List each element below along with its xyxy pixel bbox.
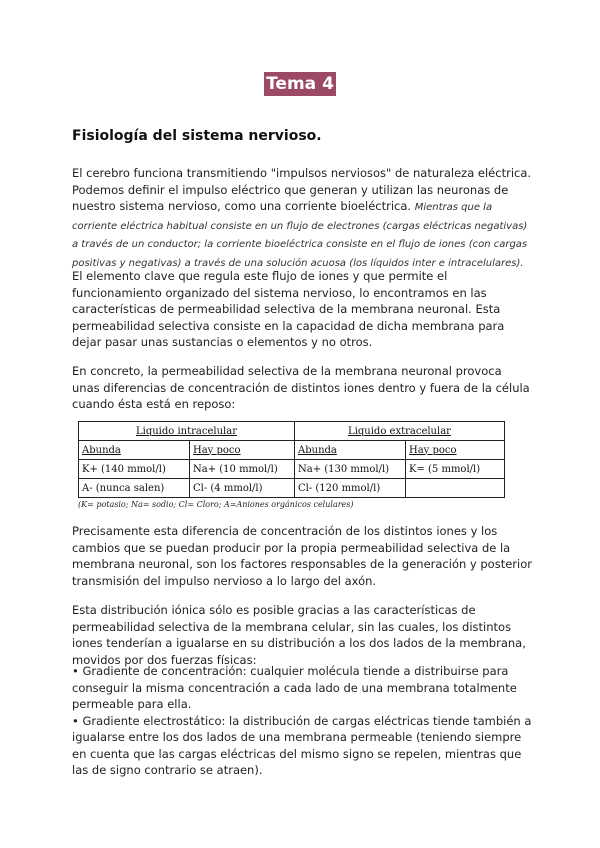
table-cell: Na+ (10 mmol/l): [190, 460, 295, 479]
page-title: Tema 4: [266, 74, 334, 94]
table-subheader-row: [79, 441, 505, 460]
section-heading: Fisiología del sistema nervioso.: [72, 128, 322, 144]
list-item: • Gradiente de concentración: cualquier molécula tiende a distribuirse para conseguir la misma concentración a cada lado de una membrana totalmente permeable para ella.: [72, 664, 517, 711]
subheader-cell: Abunda: [295, 441, 406, 460]
title-container: [0, 72, 600, 96]
paragraph-permeability: El elemento clave que regula este flujo de iones y que permite el funcionamiento organizado del sistema nervioso, lo encontramos en las características de permeabilidad selectiva de la membrana neuronal. Esta permeabilidad selectiva consiste en la capacidad de dicha membrana para dejar pasar unas sustancias o elementos y no otros.: [72, 269, 505, 349]
paragraph-intro: [72, 165, 532, 272]
table-row: [79, 460, 505, 479]
table-row: [79, 479, 505, 498]
paragraph-impulse: Precisamente esta diferencia de concentración de los distintos iones y los cambios que se puedan producir por la propia permeabilidad selectiva de la membrana neuronal, son los factores responsables de la generación y posterior transmisión del impulso nervioso a lo largo del axón.: [72, 524, 532, 588]
list-item: • Gradiente electrostático: la distribución de cargas eléctricas tiende también a igualarse entre los dos lados de una membrana permeable (teniendo siempre en cuenta que las cargas eléctricas del mismo signo se repelen, mientras que las de signo contrario se atraen).: [72, 713, 532, 777]
subheader-cell: Abunda: [79, 441, 190, 460]
paragraph-intro-text: El cerebro funciona transmitiendo "impulsos nerviosos" de naturaleza eléctrica. Podemos definir el impulso eléctrico que generan y utilizan las neuronas de nuestro sistema nervioso, como una corriente bioeléctrica.: [72, 166, 532, 213]
table-cell: Cl- (4 mmol/l): [190, 479, 295, 498]
ion-table-figure: [78, 421, 505, 509]
paragraph-intro-italic: Mientras que la corriente eléctrica habitual consiste en un flujo de electrones (cargas eléctricas negativas) a través de un conductor; la corriente bioeléctrica consiste en el flujo de iones (con cargas positivas y negativas) a través de una solución acuosa (los líquidos inter e intracelulares).: [72, 202, 528, 269]
table-cell: K+ (140 mmol/l): [79, 460, 190, 479]
paragraph-distribution: Esta distribución iónica sólo es posible gracias a las características de permeabilidad selectiva de la membrana celular, sin las cuales, los distintos iones tenderían a igualarse en su distribución a los dos lados de la membrana, movidos por dos fuerzas físicas:: [72, 603, 526, 667]
table-cell: [406, 479, 505, 498]
table-cell: Na+ (130 mmol/l): [295, 460, 406, 479]
table-cell: A- (nunca salen): [79, 479, 190, 498]
table-caption: (K= potasio; Na= sodio; Cl= Cloro; A=Aniones orgánicos celulares): [78, 500, 354, 509]
table-cell: K= (5 mmol/l): [406, 460, 505, 479]
paragraph-concentration: En concreto, la permeabilidad selectiva de la membrana neuronal provoca unas diferencias de concentración de distintos iones dentro y fuera de la célula cuando ésta está en reposo:: [72, 364, 530, 411]
ion-table: [78, 421, 505, 498]
subheader-cell: Hay poco: [190, 441, 295, 460]
header-intracellular: Liquido intracelular: [79, 422, 295, 441]
table-cell: Cl- (120 mmol/l): [295, 479, 406, 498]
subheader-cell: Hay poco: [406, 441, 505, 460]
bullet-list: [72, 663, 532, 779]
table-header-row: [79, 422, 505, 441]
header-extracellular: Liquido extracelular: [295, 422, 505, 441]
